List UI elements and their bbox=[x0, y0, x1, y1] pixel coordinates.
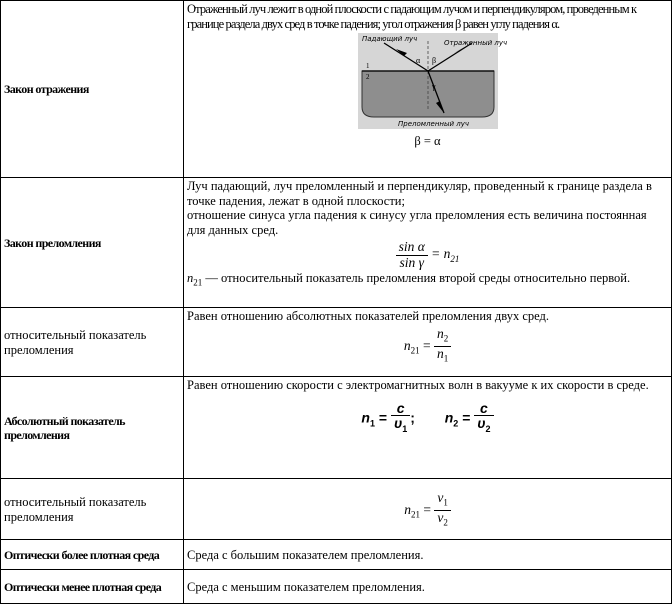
term-cell bbox=[1, 540, 184, 570]
definition-cell bbox=[184, 1, 672, 178]
definition-text-1: Луч падающий, луч преломленный и перпендикуляр, проведенный к границе раздела в точке падения, лежат в одной плоскости; bbox=[187, 179, 652, 208]
term-label: Абсолютный показатель преломления bbox=[4, 413, 125, 442]
refracted-label: Преломленный луч bbox=[397, 120, 469, 128]
definition-text: Среда с большим показателем преломления. bbox=[187, 547, 424, 562]
numerator-symbol: n bbox=[436, 325, 444, 341]
denominator-subscript: 1 bbox=[443, 353, 449, 364]
definition-text: Среда с меньшим показателем преломления. bbox=[187, 579, 425, 594]
absolute-index-formula bbox=[187, 401, 668, 437]
speed-ratio-formula bbox=[187, 491, 668, 530]
denominator-symbol: v bbox=[437, 510, 444, 525]
fraction-numerator bbox=[434, 491, 451, 511]
definition-cell bbox=[184, 377, 672, 479]
definition-text-2: отношение синуса угла падения к синусу угла преломления есть величина постоянная для данных сред. bbox=[187, 208, 647, 237]
table-row bbox=[1, 178, 672, 308]
formula-rhs: = n bbox=[431, 246, 451, 262]
numerator-subscript: 2 bbox=[443, 333, 449, 344]
note-subscript: 21 bbox=[193, 277, 203, 288]
formula-1-fraction bbox=[391, 401, 410, 437]
table-row bbox=[1, 570, 672, 604]
reflection-figure bbox=[187, 33, 668, 133]
table-row bbox=[1, 1, 672, 178]
beta-label: β bbox=[431, 56, 436, 65]
formula-2-lhs-subscript: 2 bbox=[453, 417, 459, 428]
formula-fraction bbox=[434, 491, 451, 530]
formula-1-lhs-subscript: 1 bbox=[369, 417, 375, 428]
refraction-formula bbox=[187, 240, 668, 270]
formula-lhs-subscript: 21 bbox=[410, 509, 420, 520]
formula-1-numerator: c bbox=[391, 401, 410, 417]
fraction-denominator bbox=[434, 511, 451, 530]
medium-1-label: 1 bbox=[365, 62, 369, 70]
formula-2-eq: = bbox=[462, 409, 471, 426]
formula-lhs: n bbox=[404, 501, 411, 517]
definition-cell bbox=[184, 479, 672, 540]
reflected-label: Отраженный луч bbox=[443, 39, 507, 47]
alpha-label: α bbox=[415, 56, 420, 65]
formula-2-lhs: n bbox=[444, 409, 454, 426]
definition-cell bbox=[184, 570, 672, 604]
term-cell bbox=[1, 570, 184, 604]
formula-2-den-subscript: 2 bbox=[485, 423, 491, 434]
term-label: Закон отражения bbox=[4, 82, 89, 97]
numerator-symbol: v bbox=[437, 489, 444, 505]
formula-2-fraction bbox=[474, 401, 493, 437]
fraction-denominator bbox=[434, 347, 451, 366]
fraction-numerator: sin α bbox=[396, 240, 428, 256]
definition-text: Отраженный луч лежит в одной плоскости с падающим лучом и перпендикуляром, проведенным к границе раздела двух сред в точке падения; угол отражения β равен углу падения α. bbox=[187, 2, 637, 31]
relative-index-formula bbox=[187, 327, 668, 366]
term-label: Оптически более плотная среда bbox=[4, 547, 160, 562]
reflection-diagram bbox=[358, 33, 507, 129]
definition-text: Равен отношению абсолютных показателей преломления двух сред. bbox=[187, 309, 550, 323]
formula-eq: = bbox=[422, 337, 431, 353]
formula-separator: ; bbox=[410, 409, 415, 426]
formula-lhs-subscript: 21 bbox=[410, 344, 420, 355]
table-row bbox=[1, 479, 672, 540]
definition-text: Равен отношению скорости с электромагнитных волн в вакууме к их скорости в среде. bbox=[187, 378, 649, 392]
formula-1-lhs: n bbox=[361, 409, 370, 426]
incident-label: Падающий луч bbox=[361, 35, 417, 43]
gamma-label: γ bbox=[431, 82, 436, 91]
table-row bbox=[1, 377, 672, 479]
term-cell bbox=[1, 479, 184, 540]
term-label: относительный показатель преломления bbox=[4, 328, 147, 357]
formula-1-denominator bbox=[391, 416, 410, 436]
formula-2-numerator: c bbox=[474, 401, 493, 417]
note-symbol: n bbox=[187, 271, 194, 285]
formula-lhs: n bbox=[403, 337, 411, 353]
definition-cell bbox=[184, 308, 672, 377]
formula-rhs-subscript: 21 bbox=[450, 253, 460, 264]
note-text: — относительный показатель преломления второй среды относительно первой. bbox=[202, 271, 631, 285]
formula-2-denominator bbox=[474, 416, 493, 436]
medium-2-label: 2 bbox=[365, 73, 369, 81]
formula-fraction bbox=[434, 327, 451, 366]
formula-2-den-symbol: υ bbox=[477, 415, 486, 431]
term-cell bbox=[1, 178, 184, 308]
refraction-note bbox=[187, 271, 668, 290]
definition-cell bbox=[184, 178, 672, 308]
denominator-symbol: n bbox=[436, 345, 444, 361]
table-row bbox=[1, 308, 672, 377]
reflection-formula: β = α bbox=[414, 133, 441, 148]
term-label: Оптически менее плотная среда bbox=[4, 579, 162, 594]
formula-eq: = bbox=[423, 501, 431, 517]
term-label: Закон преломления bbox=[4, 235, 101, 250]
fraction-numerator bbox=[434, 327, 451, 347]
term-cell bbox=[1, 308, 184, 377]
term-label: относительный показатель преломления bbox=[4, 495, 147, 524]
denominator-subscript: 2 bbox=[443, 517, 448, 528]
term-cell bbox=[1, 1, 184, 178]
formula-1-den-symbol: υ bbox=[393, 415, 403, 431]
refraction-fraction bbox=[396, 240, 428, 270]
formula-1-den-subscript: 1 bbox=[402, 423, 408, 434]
term-cell bbox=[1, 377, 184, 479]
numerator-subscript: 1 bbox=[443, 497, 448, 508]
formula-1-eq: = bbox=[378, 409, 388, 426]
fraction-denominator: sin γ bbox=[399, 254, 424, 270]
table-row bbox=[1, 540, 672, 570]
definition-cell bbox=[184, 540, 672, 570]
